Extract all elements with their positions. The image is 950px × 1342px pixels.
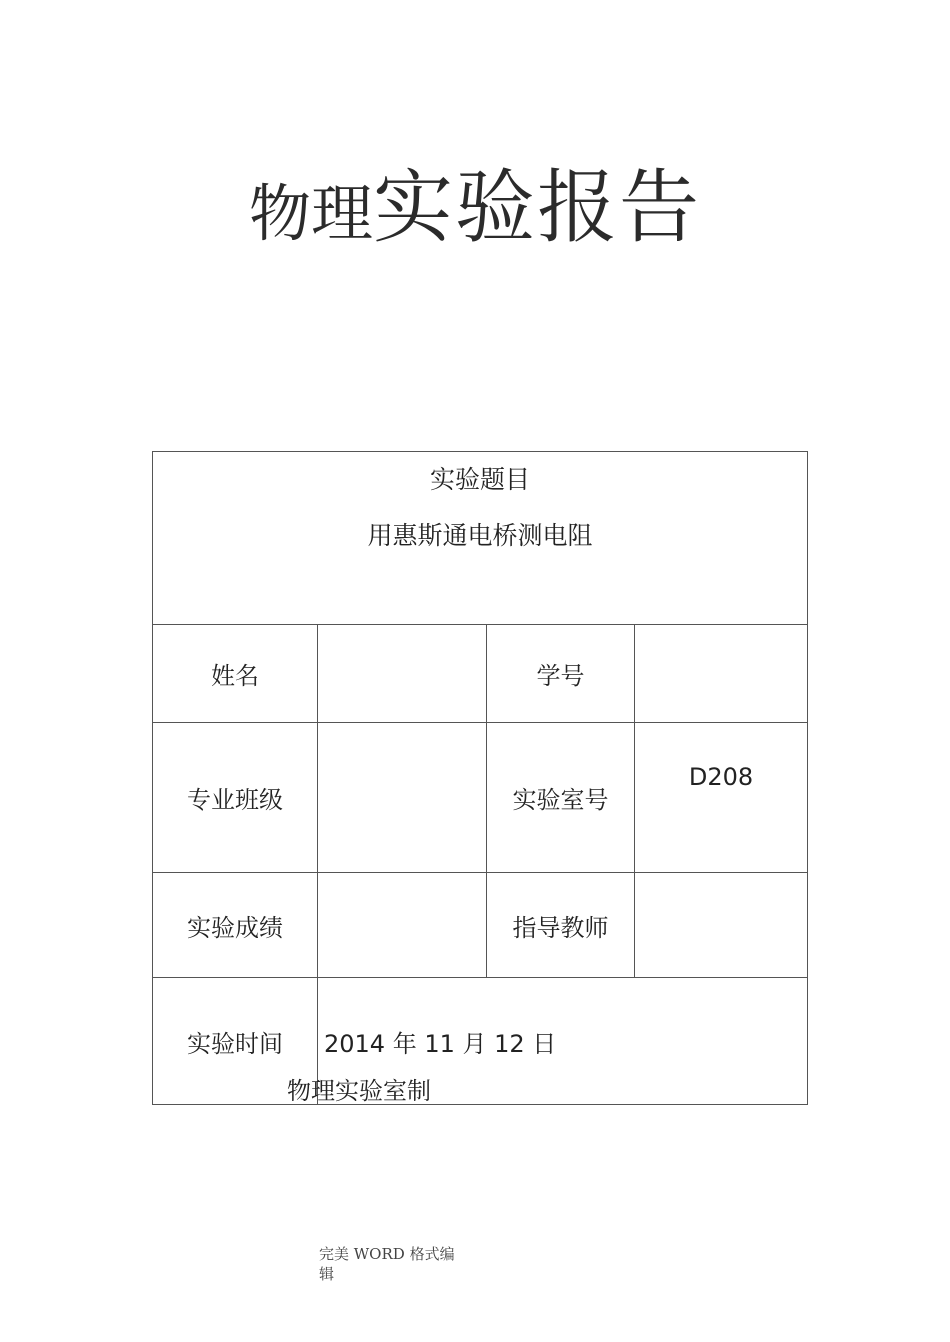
table-row-class — [153, 723, 808, 873]
class-label: 专业班级 — [153, 723, 318, 873]
table-row-score — [153, 873, 808, 978]
page-title-part-large: 实验报告 — [373, 161, 701, 254]
time-value: 2014 年 11 月 12 日 — [318, 978, 808, 1105]
teacher-value — [635, 873, 808, 978]
footer-issuer: 物理实验室制 — [287, 1077, 431, 1105]
score-label: 实验成绩 — [153, 873, 318, 978]
time-label: 实验时间 — [153, 978, 318, 1105]
table-row-name — [153, 625, 808, 723]
name-value — [318, 625, 487, 723]
teacher-label: 指导教师 — [487, 873, 635, 978]
name-label: 姓名 — [153, 625, 318, 723]
class-value — [318, 723, 487, 873]
room-label: 实验室号 — [487, 723, 635, 873]
table-row-topic — [153, 452, 808, 625]
table-row-time — [153, 978, 808, 1105]
report-info-table — [152, 451, 808, 1105]
score-value — [318, 873, 487, 978]
page-title — [0, 161, 950, 254]
topic-cell — [153, 452, 808, 625]
student-id-value — [635, 625, 808, 723]
topic-label: 实验题目 — [429, 465, 530, 494]
topic-value: 用惠斯通电桥测电阻 — [367, 521, 593, 550]
room-value: D208 — [635, 723, 808, 873]
watermark-text: 完美 WORD 格式编辑 — [319, 1245, 455, 1283]
page-title-part-small: 物理 — [248, 177, 373, 250]
student-id-label: 学号 — [487, 625, 635, 723]
